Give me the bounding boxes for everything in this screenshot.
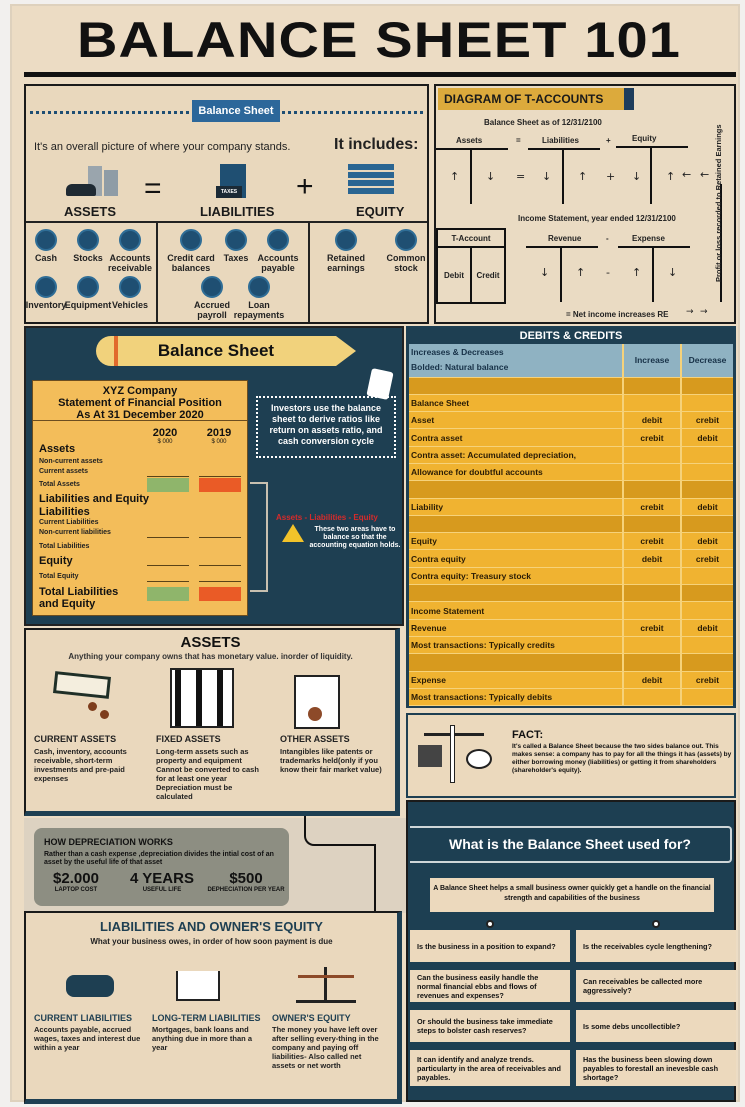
table-cell: [623, 688, 681, 705]
depreciation-per-year-stat: $500 DEPHECIATION PER YEAR: [207, 870, 285, 893]
table-cell: [409, 585, 623, 602]
jar-icon: [335, 229, 357, 251]
warning-icon: [282, 524, 304, 542]
toolbox-icon: [77, 276, 99, 298]
building-icon: [170, 668, 234, 728]
taxes-item: Taxes: [206, 229, 266, 263]
vehicle-icon: [119, 276, 141, 298]
table-cell: debit: [681, 429, 733, 446]
depreciation-title: HOW DEPRECIATION WORKS: [44, 837, 173, 847]
table-row: [409, 446, 733, 463]
liabilities-panel: [24, 911, 402, 1104]
fact-text: It's called a Balance Sheet because the two sides balance out. This makes sense: a company has to pay for all the things it has (assets) by either borrowing money (liabilities) or getting it from shareholders (shareholder's equity).: [512, 743, 732, 774]
table-cell: [681, 688, 733, 705]
t-line: [560, 246, 562, 302]
t-line: [436, 148, 508, 150]
building-car-icon: [66, 166, 122, 200]
question-card: Can receivables be callected more aggressively?: [576, 970, 736, 1002]
equity-word: EQUITY: [356, 204, 405, 219]
table-cell: [681, 377, 733, 394]
balance-sheet-tag: Balance Sheet: [192, 100, 280, 122]
credit-card-item: Credit card balances: [161, 229, 221, 273]
table-row: [409, 429, 733, 446]
header-increase: Increase: [623, 344, 681, 377]
arrow-down-icon: ↓: [486, 170, 496, 183]
total-assets-2020: [147, 478, 189, 492]
title-rule: [24, 72, 736, 77]
arrow-down-icon: ↓: [542, 170, 552, 183]
t-line: [526, 246, 598, 248]
retained-earnings-item: Retained earnings: [316, 229, 376, 273]
table-cell: crebit: [623, 619, 681, 636]
table-cell: crebit: [623, 429, 681, 446]
t-line: [470, 148, 472, 204]
table-cell: [623, 636, 681, 653]
table-cell: crebit: [681, 550, 733, 567]
total-liab-equity-2019: [199, 587, 241, 601]
table-cell: [681, 567, 733, 584]
table-cell: [623, 481, 681, 498]
row-label: Non-current assets: [39, 458, 103, 465]
table-row: [409, 463, 733, 480]
table-cell: Allowance for doubtful accounts: [409, 463, 623, 480]
stocks-item: Stocks: [58, 229, 118, 263]
liabilities-subtitle: What your business owes, in order of how soon payment is due: [90, 937, 333, 946]
balance-sheet-panel: [24, 326, 404, 626]
overview-panel: [24, 84, 429, 324]
table-cell: [623, 567, 681, 584]
debits-credits-panel: [406, 326, 736, 708]
question-card: Has the business been slowing down payables to forestall an inevesble cash shortage?: [576, 1050, 736, 1086]
debits-credits-title: DEBITS & CREDITS: [409, 329, 733, 344]
equals-sign: =: [144, 172, 162, 205]
gavel-icon: [348, 164, 394, 196]
row-label: Total Assets: [39, 481, 80, 488]
owners-equity-column: OWNER'S EQUITY The money you have left over after selling every-thing in the company and paying off liabilities- Also called net assets or net worth: [272, 1013, 379, 1070]
t-line: [618, 246, 690, 248]
arrow-right-icon: →: [686, 307, 694, 317]
row-label: Non-current liabilities: [39, 529, 111, 536]
table-row: [409, 533, 733, 550]
liabilities-label: Liabilities: [542, 136, 579, 145]
minus-label: -: [606, 234, 609, 243]
arrow-down-icon: ↓: [540, 266, 550, 279]
t-line: [528, 148, 600, 150]
vehicles-item: Vehicles: [100, 276, 160, 310]
table-cell: [623, 585, 681, 602]
bills-taxes-icon: TAXES: [220, 164, 246, 198]
underline: [147, 581, 189, 582]
row-label: Total Equity: [39, 573, 79, 580]
used-for-description: A Balance Sheet helps a small business owner quickly get a handle on the financial strength and capabilities of the business: [430, 878, 714, 912]
liabilities-word: LIABILITIES: [200, 204, 275, 219]
useful-life-stat: 4 YEARS USEFUL LIFE: [130, 870, 194, 893]
table-cell: crebit: [681, 671, 733, 688]
separator-row: [409, 377, 733, 394]
table-cell: Liability: [409, 498, 623, 515]
equals-label: =: [516, 136, 521, 145]
table-cell: Asset: [409, 412, 623, 429]
table-cell: [681, 654, 733, 671]
table-cell: [623, 394, 681, 411]
header-label: Increases & Decreases Bolded: Natural balance: [409, 344, 623, 377]
used-for-panel: [406, 800, 736, 1102]
long-term-liabilities-column: LONG-TERM LIABILITIES Mortgages, bank loans and anything due in more than a year: [152, 1013, 261, 1052]
side-note: Profit or loss recorded to Retained Earnings: [714, 124, 723, 282]
heading-accent: [624, 88, 634, 110]
laptop-cost-stat: $2.000 LAPTOP COST: [53, 870, 99, 893]
accrued-payroll-item: Accrued payroll: [182, 276, 242, 320]
poster: [10, 4, 740, 1102]
underline: [147, 537, 189, 538]
arrow-down-icon: ↓: [668, 266, 678, 279]
bs-caption: Balance Sheet as of 12/31/2100: [484, 118, 602, 127]
question-card: Is some debs uncollectible?: [576, 1010, 736, 1042]
assets-subtitle: Anything your company owns that has monetary value. inorder of liquidity.: [68, 652, 353, 661]
year-2020: 2020 $ 000: [152, 427, 178, 445]
statement-heading: [33, 381, 247, 421]
table-cell: [409, 481, 623, 498]
stocks-icon: [77, 229, 99, 251]
cash-bill-icon: [53, 671, 111, 699]
table-cell: [409, 654, 623, 671]
other-assets-column: OTHER ASSETS Intangibles like patents or trademarks held(only if you know their fair market value): [280, 734, 382, 774]
table-cell: [623, 463, 681, 480]
table-cell: [681, 515, 733, 532]
pin-icon: [652, 920, 660, 928]
flow-arrow: [374, 844, 376, 912]
depreciation-section: [24, 818, 406, 913]
certificate-icon: [294, 675, 340, 729]
equals-mark: =: [516, 170, 526, 183]
underline: [147, 476, 189, 477]
money-bag-icon: [119, 229, 141, 251]
assets-heading: Assets: [39, 443, 76, 455]
table-cell: [681, 481, 733, 498]
warning-note: These two areas have to balance so that the accounting equation holds.: [309, 526, 401, 549]
balance-bracket: [250, 482, 268, 592]
coin-icon: [88, 702, 97, 711]
fact-panel: [406, 713, 736, 798]
underline: [199, 565, 241, 566]
table-cell: [681, 394, 733, 411]
table-cell: [623, 654, 681, 671]
wallet-icon: [66, 975, 114, 997]
table-cell: [681, 602, 733, 619]
loan-repayments-item: Loan repayments: [229, 276, 289, 320]
phone-icon: [201, 276, 223, 298]
arrow-up-icon: ↑: [576, 266, 586, 279]
table-cell: crebit: [681, 412, 733, 429]
includes-label: It includes:: [334, 136, 419, 153]
table-row: [409, 602, 733, 619]
overview-subtitle: It's an overall picture of where your company stands.: [34, 141, 291, 153]
assets-label: Assets: [456, 136, 483, 145]
table-cell: [681, 446, 733, 463]
table-cell: [623, 377, 681, 394]
table-cell: [623, 446, 681, 463]
table-row: [409, 550, 733, 567]
equity-label: Equity: [632, 134, 657, 143]
separator-row: [409, 481, 733, 498]
common-stock-item: Common stock: [376, 229, 436, 273]
used-for-title: What is the Balance Sheet used for?: [410, 826, 732, 863]
inventory-icon: [35, 276, 57, 298]
question-card: Is the receivables cycle lengthening?: [576, 930, 736, 962]
table-cell: Balance Sheet: [409, 394, 623, 411]
table-cell: debit: [623, 412, 681, 429]
underline: [199, 537, 241, 538]
separator-row: [409, 654, 733, 671]
table-cell: Expense: [409, 671, 623, 688]
inventory-item: Inventory: [16, 276, 76, 310]
page-title: BALANCE SHEET 101: [76, 12, 682, 68]
arrow-left-icon: ←: [700, 168, 710, 181]
bag-icon: [225, 229, 247, 251]
table-cell: [409, 377, 623, 394]
equity-heading: Equity: [39, 555, 73, 567]
financial-statement: [32, 380, 248, 616]
row-label: Current assets: [39, 468, 89, 475]
accounts-receivable-item: Accounts receivable: [100, 229, 160, 273]
table-cell: debit: [681, 498, 733, 515]
cash-item: Cash: [16, 229, 76, 263]
minus-mark: -: [606, 266, 610, 279]
plus-sign: +: [296, 170, 314, 203]
equipment-item: Equipment: [58, 276, 118, 310]
document-icon: [267, 229, 289, 251]
question-card: Or should the business take immediate steps to bolster cash reserves?: [410, 1010, 570, 1042]
table-cell: [623, 602, 681, 619]
table-cell: [681, 585, 733, 602]
scale-icon: [296, 963, 356, 1003]
statement-date: As At 31 December 2020: [76, 409, 204, 421]
t-line: [616, 146, 688, 148]
arrow-up-icon: ↑: [450, 170, 460, 183]
question-card: It can identify and analyze trends. particularty in the area of receivables and payables.: [410, 1050, 570, 1086]
table-row: [409, 498, 733, 515]
total-assets-2019: [199, 478, 241, 492]
credit-card-icon: [180, 229, 202, 251]
is-caption: Income Statement, year ended 12/31/2100: [518, 214, 676, 223]
accounts-payable-item: Accounts payable: [248, 229, 308, 273]
divider: [308, 221, 310, 322]
liab-equity-heading: Liabilities and Equity: [39, 493, 150, 505]
total-liab-equity-label: Total Liabilities and Equity: [39, 586, 119, 610]
arrow-up-icon: ↑: [632, 266, 642, 279]
table-row: [409, 619, 733, 636]
table-cell: Most transactions: Typically credits: [409, 636, 623, 653]
table-cell: Income Statement: [409, 602, 623, 619]
table-cell: Contra equity: Treasury stock: [409, 567, 623, 584]
table-row: [409, 636, 733, 653]
statement-title: Statement of Financial Position: [58, 397, 222, 409]
current-liabilities-column: CURRENT LIABILITIES Accounts payable, accrued wages, taxes and interest due within a year: [34, 1013, 141, 1052]
credit-box: Credit: [470, 246, 506, 304]
table-cell: Most transactions: Typically debits: [409, 688, 623, 705]
t-accounts-heading: DIAGRAM OF T-ACCOUNTS: [438, 88, 624, 110]
arrow-left-icon: ←: [682, 168, 692, 181]
house-icon: [176, 971, 220, 1001]
table-cell: Contra asset: Accumulated depreciation,: [409, 446, 623, 463]
table-cell: [623, 515, 681, 532]
table-cell: Contra asset: [409, 429, 623, 446]
plus-mark: +: [606, 170, 616, 183]
arrow-down-icon: ↓: [632, 170, 642, 183]
table-cell: [681, 636, 733, 653]
depreciation-text: Rather than a cash expense ,depreciation divides the intial cost of an asset by the useful life of that asset: [44, 851, 274, 866]
table-cell: debit: [623, 671, 681, 688]
table-cell: Contra equity: [409, 550, 623, 567]
assets-panel: [24, 628, 400, 816]
t-line: [650, 146, 652, 204]
table-header: [409, 344, 733, 377]
assets-word: ASSETS: [64, 204, 117, 219]
question-card: Is the business in a position to expand?: [410, 930, 570, 962]
current-assets-column: CURRENT ASSETS Cash, inventory, accounts receivable, short-term investments and pre-paid expenses: [34, 734, 127, 783]
total-liab-equity-2020: [147, 587, 189, 601]
arrow-up-icon: ↑: [666, 170, 676, 183]
pencil-banner: Balance Sheet: [96, 336, 336, 366]
table-cell: Equity: [409, 533, 623, 550]
underline: [147, 565, 189, 566]
cash-icon: [35, 229, 57, 251]
fixed-assets-column: FIXED ASSETS Long-term assets such as property and equipment Cannot be converted to cash for at least one year Depreciation must be calculated: [156, 734, 259, 801]
year-2019: 2019 $ 000: [206, 427, 232, 445]
pie-chart-icon: [395, 229, 417, 251]
table-cell: Revenue: [409, 619, 623, 636]
t-line: [562, 148, 564, 204]
receipt-icon: [248, 276, 270, 298]
table-cell: debit: [681, 619, 733, 636]
table-row: [409, 567, 733, 584]
question-card: Can the business easily handle the normal financial ebbs and flows of revenues and expenses?: [410, 970, 570, 1002]
revenue-label: Revenue: [548, 234, 582, 243]
flow-connector: [304, 816, 374, 846]
company-name: XYZ Company: [102, 385, 178, 397]
liabilities-title: LIABILITIES AND OWNER'S EQUITY: [100, 919, 323, 934]
plus-label: +: [606, 136, 611, 145]
equation-red: Assets - Liabilities - Equity: [276, 513, 378, 522]
table-cell: debit: [623, 550, 681, 567]
table-cell: [409, 515, 623, 532]
pin-icon: [486, 920, 494, 928]
row-label: Current Liabilities: [39, 519, 99, 526]
underline: [199, 476, 241, 477]
table-cell: debit: [681, 533, 733, 550]
table-row: [409, 412, 733, 429]
arrow-up-icon: ↑: [578, 170, 588, 183]
t-accounts-panel: [434, 84, 736, 324]
arrow-right-icon: →: [700, 307, 708, 317]
depreciation-box: [34, 828, 289, 906]
table-row: [409, 394, 733, 411]
table-cell: [681, 463, 733, 480]
coin-icon: [100, 710, 109, 719]
t-account-box: T-Account: [436, 228, 506, 248]
table-cell: crebit: [623, 498, 681, 515]
debits-credits-table: [409, 344, 733, 706]
separator-row: [409, 585, 733, 602]
underline: [199, 581, 241, 582]
divider: [26, 221, 427, 223]
separator-row: [409, 515, 733, 532]
fact-heading: FACT:: [512, 729, 544, 741]
net-income-note: = Net income increases RE: [566, 310, 669, 319]
table-cell: crebit: [623, 533, 681, 550]
expense-label: Expense: [632, 234, 665, 243]
investors-note: Investors use the balance sheet to derive ratios like return on assets ratio, and cash conversion cycle: [256, 396, 396, 458]
header-decrease: Decrease: [681, 344, 733, 377]
assets-title: ASSETS: [180, 634, 241, 651]
t-line: [652, 246, 654, 302]
table-row: [409, 688, 733, 705]
table-row: [409, 671, 733, 688]
liabilities-heading: Liabilities: [39, 506, 90, 518]
row-label: Total Liabilities: [39, 543, 90, 550]
debit-box: Debit: [436, 246, 472, 304]
